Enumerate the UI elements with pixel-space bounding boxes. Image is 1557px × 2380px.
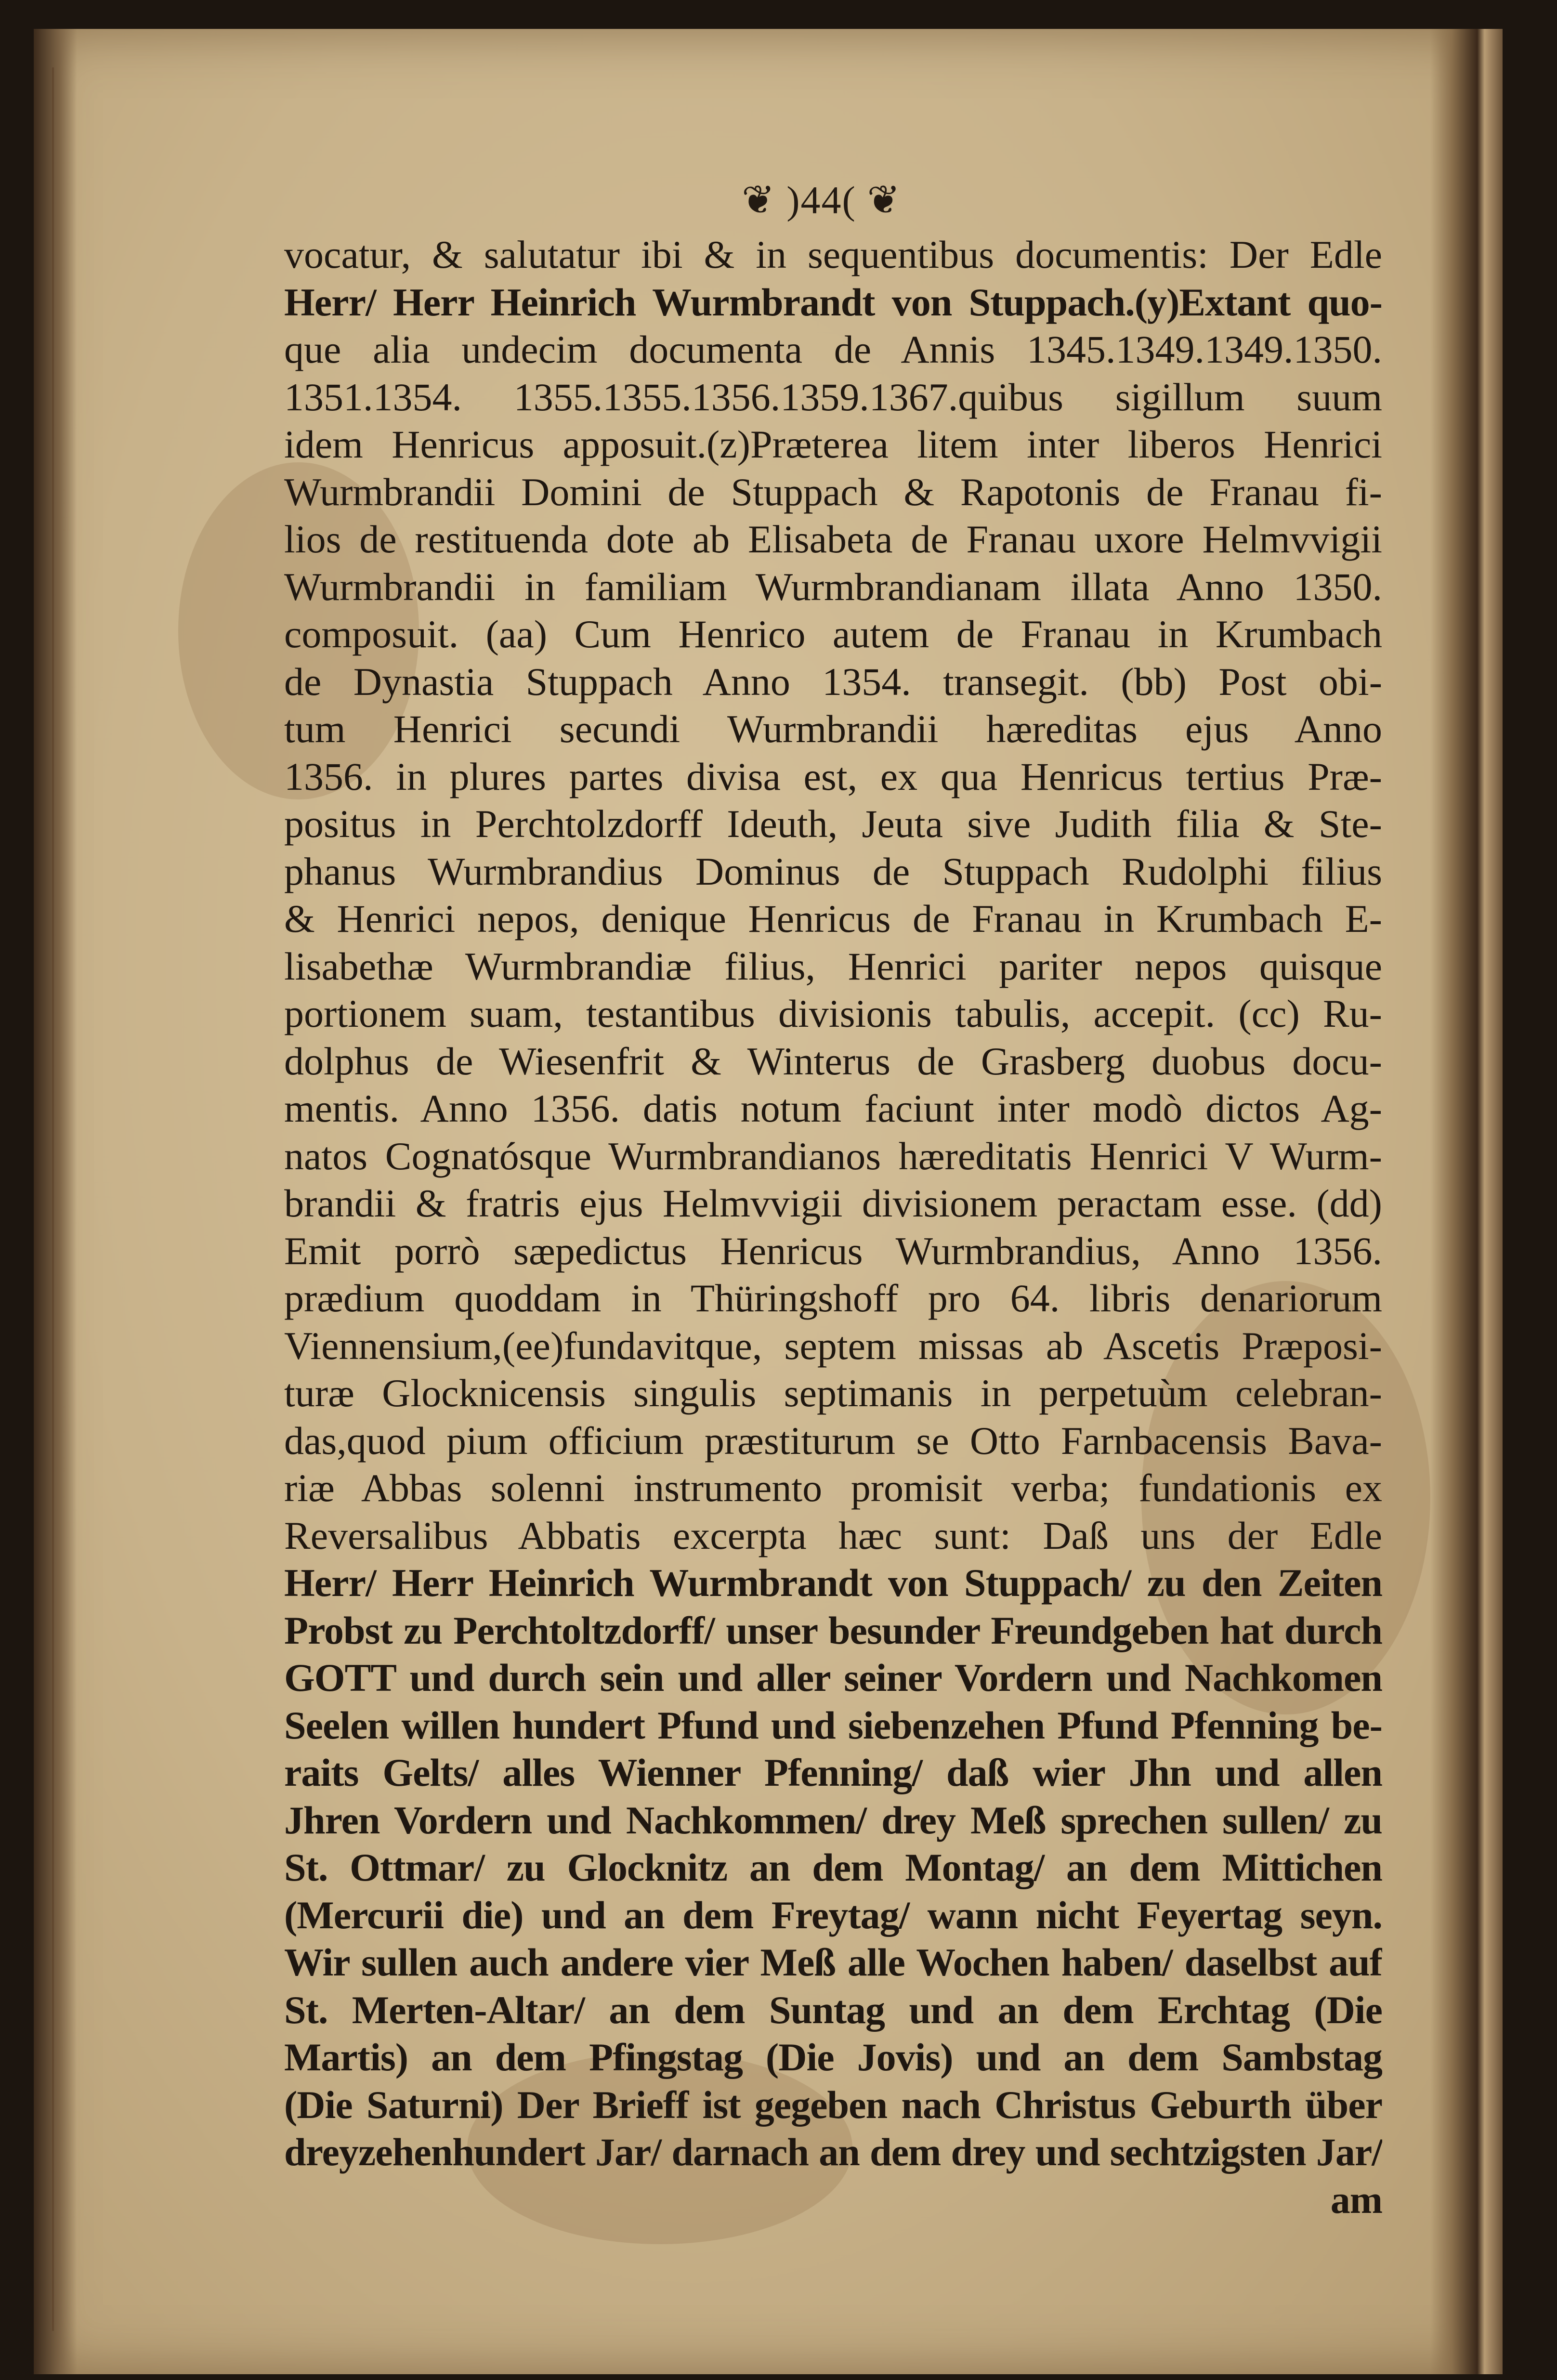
text-line: Reversalibus Abbatis excerpta hæc sunt: Daß uns der Edle — [284, 1513, 1382, 1557]
text-line: dreyzehenhundert Jar/ darnach an dem drey und sechtzigsten Jar/ — [284, 2130, 1382, 2174]
text-line: Wurmbrandii in familiam Wurmbrandianam illata Anno 1350. — [284, 564, 1382, 609]
text-line: (Mercurii die) und an dem Freytag/ wann nicht Feyertag seyn. — [284, 1893, 1382, 1937]
text-line: das,quod pium officium præstiturum se Otto Farnbacensis Bava- — [284, 1418, 1382, 1463]
text-line: Herr/ Herr Heinrich Wurmbrandt von Stuppach.(y)Extant quo- — [284, 280, 1382, 324]
text-line: Probst zu Perchtoltzdorff/ unser besunder Freundgeben hat durch — [284, 1608, 1382, 1652]
text-line: idem Henricus apposuit.(z)Præterea litem inter liberos Henrici — [284, 422, 1382, 466]
text-line: Martis) an dem Pfingstag (Die Jovis) und an dem Sambstag — [284, 2035, 1382, 2079]
text-line: Viennensium,(ee)fundavitque, septem missas ab Ascetis Præposi- — [284, 1323, 1382, 1368]
text-line: St. Ottmar/ zu Glocknitz an dem Montag/ an dem Mittichen — [284, 1845, 1382, 1889]
text-line: raits Gelts/ alles Wienner Pfenning/ daß wier Jhn und allen — [284, 1751, 1382, 1794]
text-line: de Dynastia Stuppach Anno 1354. transegit. (bb) Post obi- — [284, 659, 1382, 704]
text-line: lisabethæ Wurmbrandiæ filius, Henrici pariter nepos quisque — [284, 944, 1382, 988]
text-line: positus in Perchtolzdorff Ideuth, Jeuta sive Judith filia & Ste- — [284, 802, 1382, 846]
text-line: phanus Wurmbrandius Dominus de Stuppach Rudolphi filius — [284, 849, 1382, 893]
text-line: (Die Saturni) Der Brieff ist gegeben nach Christus Geburth über — [284, 2082, 1382, 2127]
text-line: Wir sullen auch andere vier Meß alle Wochen haben/ daselbst auf — [284, 1940, 1382, 1984]
text-line: brandii & fratris ejus Helmvvigii divisionem peractam esse. (dd) — [284, 1181, 1382, 1225]
binding-line — [52, 67, 54, 2331]
text-line: riæ Abbas solenni instrumento promisit verba; fundationis ex — [284, 1466, 1382, 1510]
page-edge — [1430, 29, 1503, 2374]
body-text — [284, 231, 1382, 2223]
text-line: que alia undecim documenta de Annis 1345.1349.1349.1350. — [284, 327, 1382, 371]
text-line: prædium quoddam in Thüringshoff pro 64. libris denariorum — [284, 1276, 1382, 1320]
text-line: St. Merten-Altar/ an dem Suntag und an dem Erchtag (Die — [284, 1988, 1382, 2032]
catchword: am — [1330, 2177, 1382, 2222]
text-line: Herr/ Herr Heinrich Wurmbrandt von Stuppach/ zu den Zeiten — [284, 1561, 1382, 1605]
page-number-header: ❦ )44( ❦ — [742, 178, 902, 222]
text-line: composuit. (aa) Cum Henrico autem de Franau in Krumbach — [284, 612, 1382, 656]
text-line: dolphus de Wiesenfrit & Winterus de Grasberg duobus docu- — [284, 1039, 1382, 1083]
text-line: tum Henrici secundi Wurmbrandii hæreditas ejus Anno — [284, 707, 1382, 751]
text-line: GOTT und durch sein und aller seiner Vordern und Nachkomen — [284, 1656, 1382, 1700]
text-line: & Henrici nepos, denique Henricus de Franau in Krumbach E- — [284, 897, 1382, 941]
text-line: 1351.1354. 1355.1355.1356.1359.1367.quibus sigillum suum — [284, 375, 1382, 419]
text-line: 1356. in plures partes divisa est, ex qua Henricus tertius Præ- — [284, 754, 1382, 798]
text-line: mentis. Anno 1356. datis notum faciunt inter modò dictos Ag- — [284, 1086, 1382, 1130]
text-line: Wurmbrandii Domini de Stuppach & Rapotonis de Franau fi- — [284, 470, 1382, 514]
text-line: vocatur, & salutatur ibi & in sequentibus documentis: Der Edle — [284, 233, 1382, 276]
text-line: Jhren Vordern und Nachkommen/ drey Meß sprechen sullen/ zu — [284, 1798, 1382, 1842]
text-line: Emit porrò sæpedictus Henricus Wurmbrandius, Anno 1356. — [284, 1229, 1382, 1273]
text-line: natos Cognatósque Wurmbrandianos hæreditatis Henrici V Wurm- — [284, 1134, 1382, 1178]
text-line: portionem suam, testantibus divisionis tabulis, accepit. (cc) Ru- — [284, 992, 1382, 1035]
text-line: lios de restituenda dote ab Elisabeta de Franau uxore Helmvvigii — [284, 517, 1382, 561]
page-gutter — [34, 29, 77, 2374]
text-line: turæ Glocknicensis singulis septimanis in perpetuùm celebran- — [284, 1371, 1382, 1415]
text-line: Seelen willen hundert Pfund und siebenzehen Pfund Pfenning be- — [284, 1703, 1382, 1747]
